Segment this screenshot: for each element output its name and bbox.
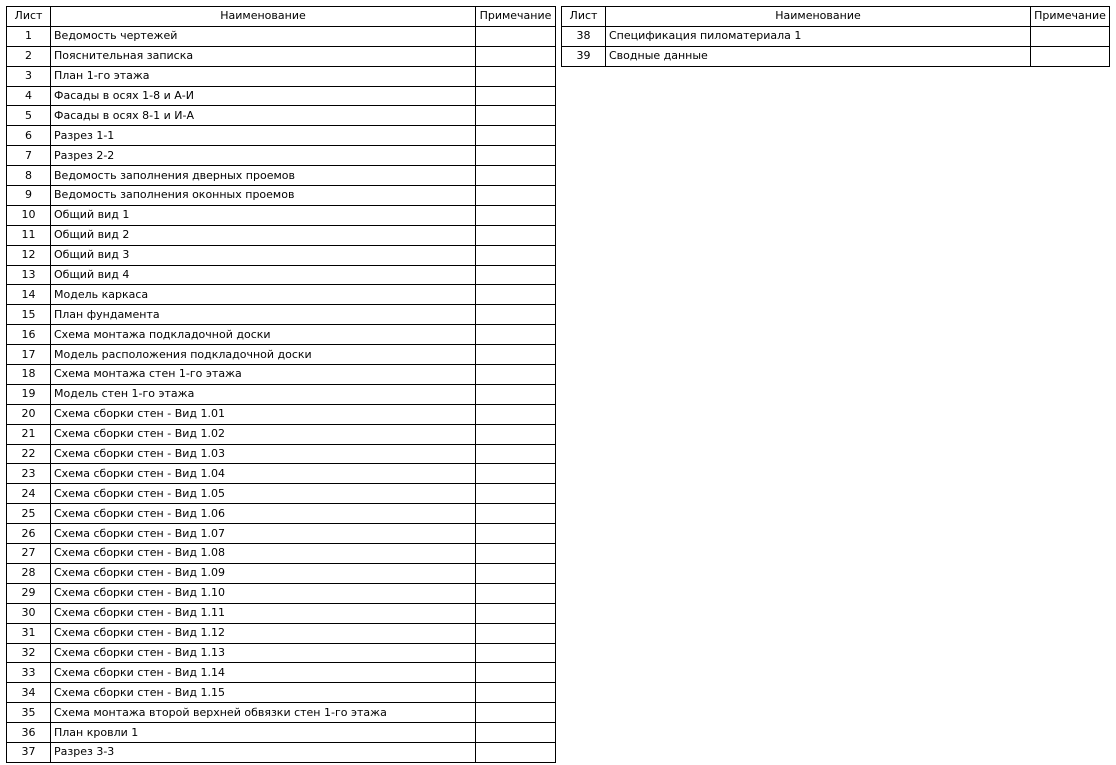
header-note: Примечание [476,7,556,27]
header-sheet: Лист [562,7,606,27]
table-row [7,484,556,504]
table-row [7,186,556,206]
sheet-number-cell: 21 [7,424,51,444]
header-sheet: Лист [7,7,51,27]
sheet-name-cell: План фундамента [51,305,476,325]
sheet-number-cell: 7 [7,146,51,166]
sheet-note-cell [476,404,556,424]
sheet-note-cell [1031,26,1110,46]
table-row [7,205,556,225]
sheet-note-cell [476,504,556,524]
sheet-name-cell: Схема сборки стен - Вид 1.03 [51,444,476,464]
sheet-name-cell: План 1-го этажа [51,66,476,86]
sheet-number-cell: 3 [7,66,51,86]
sheet-name-cell: Фасады в осях 1-8 и А-И [51,86,476,106]
sheet-name-cell: Ведомость заполнения дверных проемов [51,166,476,186]
sheet-name-cell: Модель стен 1-го этажа [51,384,476,404]
sheet-number-cell: 22 [7,444,51,464]
sheet-number-cell: 27 [7,544,51,564]
table-row [7,723,556,743]
sheet-note-cell [476,106,556,126]
sheet-number-cell: 34 [7,683,51,703]
table-row [7,424,556,444]
table-row [7,245,556,265]
sheet-number-cell: 33 [7,663,51,683]
sheet-number-cell: 1 [7,26,51,46]
table-row [7,46,556,66]
table-row [7,86,556,106]
sheet-note-cell [476,86,556,106]
sheet-number-cell: 2 [7,46,51,66]
table-row [7,66,556,86]
table-row [7,384,556,404]
sheet-number-cell: 14 [7,285,51,305]
sheet-name-cell: Схема сборки стен - Вид 1.01 [51,404,476,424]
sheet-note-cell [476,583,556,603]
sheet-note-cell [476,444,556,464]
sheet-name-cell: Общий вид 4 [51,265,476,285]
sheet-note-cell [476,484,556,504]
sheet-note-cell [476,126,556,146]
sheet-name-cell: Схема монтажа подкладочной доски [51,325,476,345]
sheet-number-cell: 4 [7,86,51,106]
sheet-number-cell: 16 [7,325,51,345]
drawing-list-table-left [6,6,556,763]
table-row [7,544,556,564]
table-header-row [7,7,556,27]
sheet-number-cell: 11 [7,225,51,245]
sheet-note-cell [476,384,556,404]
table-row [7,563,556,583]
table-row [7,663,556,683]
sheet-number-cell: 37 [7,742,51,762]
table-row [7,603,556,623]
sheet-note-cell [476,603,556,623]
sheet-name-cell: Ведомость чертежей [51,26,476,46]
table-row [7,623,556,643]
sheet-note-cell [476,205,556,225]
table-header-row [562,7,1110,27]
sheet-note-cell [476,365,556,385]
sheet-name-cell: Разрез 3-3 [51,742,476,762]
table-row [7,583,556,603]
sheet-number-cell: 9 [7,186,51,206]
sheet-name-cell: Общий вид 3 [51,245,476,265]
sheet-number-cell: 23 [7,464,51,484]
sheet-note-cell [476,544,556,564]
sheet-number-cell: 15 [7,305,51,325]
sheet-number-cell: 30 [7,603,51,623]
sheet-number-cell: 6 [7,126,51,146]
sheet-note-cell [476,265,556,285]
table-row [7,345,556,365]
sheet-name-cell: Схема сборки стен - Вид 1.15 [51,683,476,703]
sheet-note-cell [476,66,556,86]
sheet-number-cell: 24 [7,484,51,504]
sheet-number-cell: 32 [7,643,51,663]
sheet-name-cell: Схема сборки стен - Вид 1.11 [51,603,476,623]
table-row [7,325,556,345]
sheet-note-cell [476,166,556,186]
table-row [7,265,556,285]
sheet-name-cell: Общий вид 1 [51,205,476,225]
sheet-name-cell: Схема сборки стен - Вид 1.10 [51,583,476,603]
sheet-number-cell: 35 [7,703,51,723]
sheet-name-cell: Схема монтажа стен 1-го этажа [51,365,476,385]
sheet-name-cell: Схема сборки стен - Вид 1.12 [51,623,476,643]
sheet-number-cell: 5 [7,106,51,126]
sheet-name-cell: Схема сборки стен - Вид 1.13 [51,643,476,663]
sheet-name-cell: Общий вид 2 [51,225,476,245]
sheet-number-cell: 29 [7,583,51,603]
sheet-number-cell: 39 [562,46,606,66]
sheet-note-cell [476,683,556,703]
sheet-note-cell [476,285,556,305]
sheet-name-cell: Фасады в осях 8-1 и И-А [51,106,476,126]
sheet-name-cell: Схема сборки стен - Вид 1.04 [51,464,476,484]
sheet-number-cell: 18 [7,365,51,385]
sheet-number-cell: 25 [7,504,51,524]
sheet-note-cell [476,46,556,66]
table-row [7,683,556,703]
sheet-number-cell: 19 [7,384,51,404]
sheet-number-cell: 28 [7,563,51,583]
sheet-name-cell: Схема сборки стен - Вид 1.06 [51,504,476,524]
sheet-number-cell: 13 [7,265,51,285]
sheet-number-cell: 12 [7,245,51,265]
table-row [7,524,556,544]
sheet-note-cell [476,424,556,444]
table-row [7,703,556,723]
sheet-note-cell [476,26,556,46]
sheet-name-cell: Модель расположения подкладочной доски [51,345,476,365]
sheet-name-cell: Схема сборки стен - Вид 1.08 [51,544,476,564]
sheet-note-cell [476,524,556,544]
sheet-number-cell: 26 [7,524,51,544]
sheet-number-cell: 38 [562,26,606,46]
sheet-note-cell [476,663,556,683]
sheet-name-cell: Схема монтажа второй верхней обвязки стен 1-го этажа [51,703,476,723]
table-row [7,742,556,762]
table-row [7,26,556,46]
sheet-number-cell: 17 [7,345,51,365]
sheet-note-cell [476,464,556,484]
sheet-note-cell [476,703,556,723]
table-row [7,504,556,524]
table-body-right [562,26,1110,66]
sheet-name-cell: Сводные данные [606,46,1031,66]
sheet-number-cell: 31 [7,623,51,643]
table-row [7,365,556,385]
sheet-name-cell: Схема сборки стен - Вид 1.02 [51,424,476,444]
table-row [7,464,556,484]
sheet-note-cell [476,345,556,365]
sheet-name-cell: Схема сборки стен - Вид 1.14 [51,663,476,683]
sheet-name-cell: Схема сборки стен - Вид 1.07 [51,524,476,544]
header-note: Примечание [1031,7,1110,27]
sheet-note-cell [476,305,556,325]
sheet-note-cell [476,325,556,345]
table-row [7,166,556,186]
table-row [7,404,556,424]
sheet-note-cell [476,225,556,245]
sheet-name-cell: Разрез 2-2 [51,146,476,166]
table-body-left [7,26,556,762]
table-row [7,106,556,126]
sheet-name-cell: Модель каркаса [51,285,476,305]
sheet-number-cell: 20 [7,404,51,424]
sheet-name-cell: План кровли 1 [51,723,476,743]
sheet-name-cell: Спецификация пиломатериала 1 [606,26,1031,46]
table-row [7,285,556,305]
table-row [7,305,556,325]
sheet-name-cell: Разрез 1-1 [51,126,476,146]
sheet-name-cell: Схема сборки стен - Вид 1.09 [51,563,476,583]
sheet-note-cell [476,245,556,265]
sheet-note-cell [476,643,556,663]
sheet-name-cell: Схема сборки стен - Вид 1.05 [51,484,476,504]
sheet-note-cell [476,563,556,583]
table-row [7,126,556,146]
header-name: Наименование [606,7,1031,27]
drawing-list-table-right [561,6,1110,67]
sheet-note-cell [1031,46,1110,66]
sheet-note-cell [476,623,556,643]
sheet-number-cell: 36 [7,723,51,743]
header-name: Наименование [51,7,476,27]
sheet-note-cell [476,146,556,166]
sheet-name-cell: Ведомость заполнения оконных проемов [51,186,476,206]
table-row [7,444,556,464]
sheet-note-cell [476,186,556,206]
table-row [7,643,556,663]
sheet-note-cell [476,723,556,743]
sheet-number-cell: 8 [7,166,51,186]
table-row [562,46,1110,66]
table-row [7,225,556,245]
sheet-note-cell [476,742,556,762]
sheet-name-cell: Пояснительная записка [51,46,476,66]
table-row [7,146,556,166]
sheet-number-cell: 10 [7,205,51,225]
table-row [562,26,1110,46]
